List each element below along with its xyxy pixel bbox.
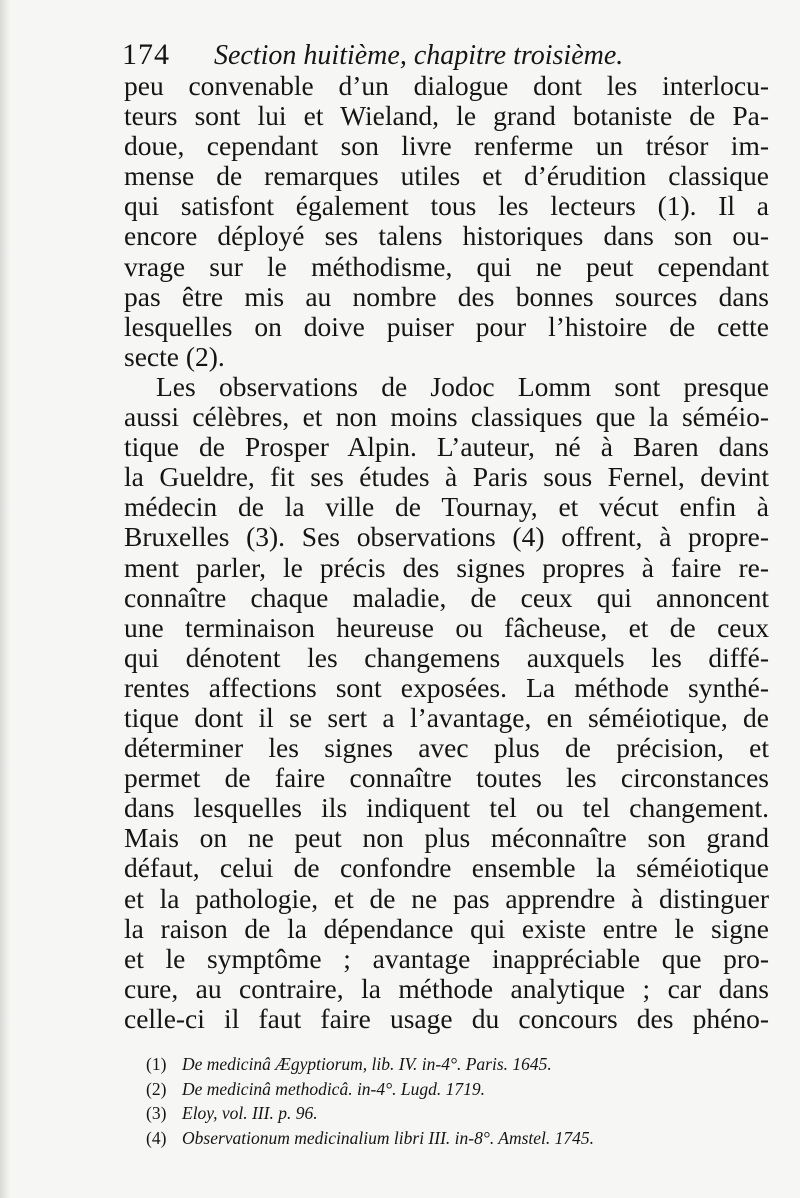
text-line: et la pathologie, et de ne pas apprendre à distinguer	[124, 882, 769, 914]
footnote-number: (2)	[146, 1078, 167, 1099]
footnote-number: (1)	[146, 1054, 167, 1074]
footnote-text: Observationum medicinalium libri III. in-8°. Amstel. 1745.	[182, 1127, 595, 1148]
text-line: permet de faire connaître toutes les circonstances	[124, 762, 769, 794]
footnote	[146, 1101, 706, 1126]
text-line: Bruxelles (3). Ses observations (4) offrent, à propre-	[124, 521, 769, 553]
page-number: 174	[122, 38, 170, 71]
text-line: mense de remarques utiles et d’érudition classique	[124, 160, 769, 192]
text-line: déterminer les signes avec plus de précision, et	[124, 732, 769, 764]
footnote-text: Eloy, vol. III. p. 96.	[182, 1103, 318, 1124]
text-line: tique dont il se sert a l’avantage, en séméiotique, de	[124, 701, 769, 733]
page-header	[122, 38, 682, 72]
text-line: secte (2).	[124, 340, 225, 372]
text-line: Mais on ne peut non plus méconnaître son grand	[124, 822, 769, 854]
footnote-number: (4)	[146, 1127, 167, 1148]
text-line: celle-ci il faut faire usage du concours des phéno-	[124, 1002, 769, 1034]
text-line: encore déployé ses talens historiques dans son ou-	[124, 220, 769, 252]
text-line: rentes affections sont exposées. La méthode synthé-	[124, 671, 769, 703]
text-line: qui satisfont également tous les lecteurs (1). Il a	[124, 190, 769, 222]
paragraph-start-line: Les observations de Jodoc Lomm sont presque	[156, 370, 769, 402]
text-line: tique de Prosper Alpin. L’auteur, né à Baren dans	[124, 431, 769, 463]
text-line: doue, cependant son livre renferme un trésor im-	[124, 130, 769, 162]
text-line: connaître chaque maladie, de ceux qui annoncent	[124, 581, 769, 613]
footnotes	[146, 1052, 706, 1150]
footnote	[146, 1052, 706, 1077]
text-line: qui dénotent les changemens auxquels les diffé-	[124, 641, 769, 673]
text-line: la Gueldre, fit ses études à Paris sous Fernel, devint	[124, 461, 769, 493]
text-line: la raison de la dépendance qui existe entre le signe	[124, 912, 769, 944]
text-line: aussi célèbres, et non moins classiques que la séméio-	[124, 401, 769, 433]
text-line: lesquelles on doive puiser pour l’histoire de cette	[124, 310, 769, 342]
text-line: et le symptôme ; avantage inappréciable que pro-	[124, 942, 769, 974]
text-line: une terminaison heureuse ou fâcheuse, et de ceux	[124, 611, 769, 643]
text-line: vrage sur le méthodisme, qui ne peut cependant	[124, 250, 769, 282]
footnote-number: (3)	[146, 1103, 167, 1124]
body-text	[124, 71, 769, 1034]
text-line: peu convenable d’un dialogue dont les interlocu-	[124, 70, 769, 101]
text-line: teurs sont lui et Wieland, le grand botaniste de Pa-	[124, 100, 769, 132]
footnote-text: De medicinâ methodicâ. in-4°. Lugd. 1719.	[182, 1078, 485, 1099]
text-line: médecin de la ville de Tournay, et vécut enfin à	[124, 491, 769, 523]
text-line: défaut, celui de confondre ensemble la séméiotique	[124, 852, 769, 884]
footnote	[146, 1126, 706, 1151]
footnote-text: De medicinâ Ægyptiorum, lib. IV. in-4°. Paris. 1645.	[182, 1054, 552, 1074]
text-line: ment parler, le précis des signes propres à faire re-	[124, 551, 769, 583]
text-line: cure, au contraire, la méthode analytique ; car dans	[124, 972, 769, 1004]
footnote	[146, 1077, 706, 1102]
text-line: dans lesquelles ils indiquent tel ou tel changement.	[124, 792, 769, 824]
running-title: Section huitième, chapitre troisième.	[214, 40, 624, 71]
text-line: pas être mis au nombre des bonnes sources dans	[124, 280, 769, 312]
page-edge-shadow	[0, 0, 10, 1198]
